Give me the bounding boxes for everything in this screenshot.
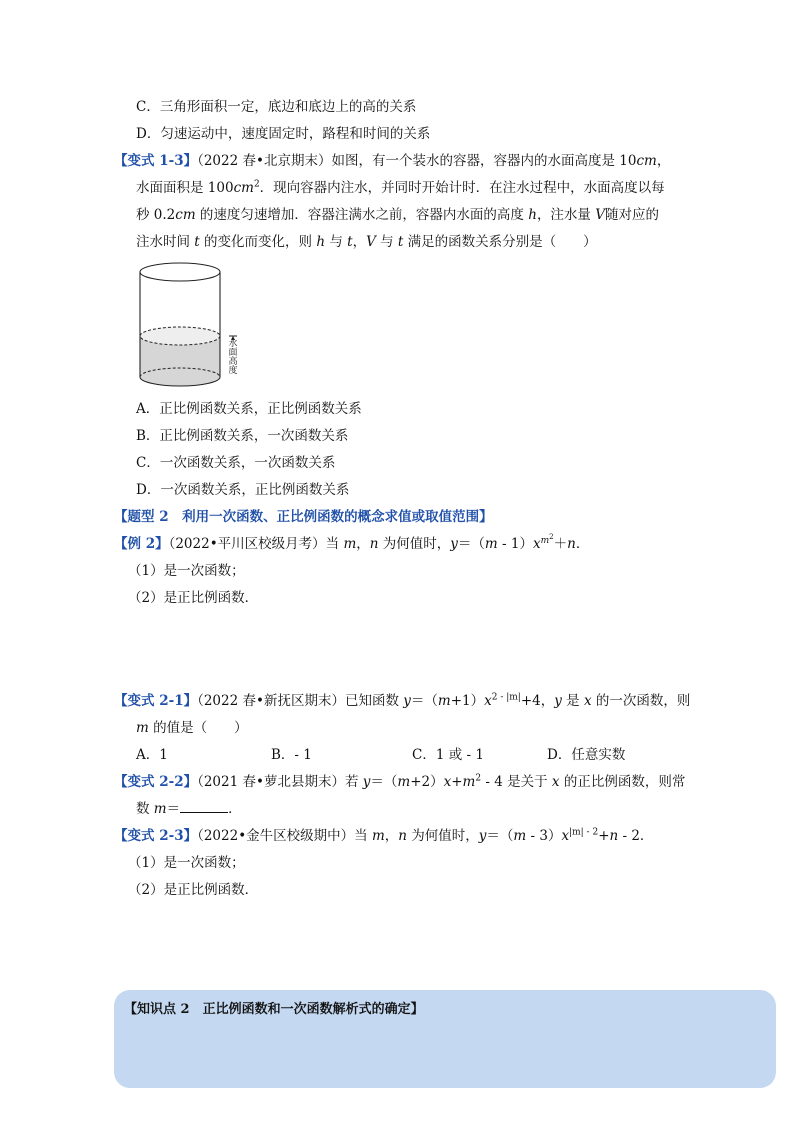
variant-1-3-option-b: B．正比例函数关系，一次函数关系 bbox=[136, 428, 349, 444]
answer-blank[interactable] bbox=[180, 800, 228, 813]
water-height-label: 水面高度 bbox=[226, 340, 240, 376]
variant-1-3-line1: 【变式 1-3】（2022 春•北京期末）如图，有一个装水的容器，容器内的水面高度是 10cm， bbox=[114, 153, 671, 169]
knowledge-point-title: 【知识点 2 正比例函数和一次函数解析式的确定】 bbox=[124, 1002, 424, 1017]
container-top bbox=[140, 263, 220, 281]
variant-1-3-line4: 注水时间 t 的变化而变化，则 h 与 t，V 与 t 满足的函数关系分别是（ ） bbox=[136, 234, 597, 250]
variant-tag: 【变式 2-1】 bbox=[114, 693, 198, 709]
variant-2-1-option-c: C．1 或 - 1 bbox=[412, 747, 484, 763]
variant-1-3-line2: 水面面积是 $100cm^2$．现向容器内注水，并同时开始计时．在注水过程中，水面高度以每 bbox=[136, 179, 665, 196]
example-tag: 【例 2】 bbox=[114, 536, 169, 552]
variant-tag: 【变式 1-3】 bbox=[114, 153, 198, 169]
variant-2-3-question-2: （2）是正比例函数． bbox=[128, 882, 259, 898]
variant-2-1-option-a: A．1 bbox=[136, 747, 168, 763]
variant-1-3-option-c: C．一次函数关系，一次函数关系 bbox=[136, 455, 336, 471]
water-surface bbox=[140, 327, 220, 345]
variant-2-3-question-1: （1）是一次函数； bbox=[128, 855, 245, 871]
knowledge-point-box bbox=[114, 990, 776, 1088]
variant-tag: 【变式 2-2】 bbox=[114, 774, 198, 790]
variant-2-1-option-b: B．- 1 bbox=[271, 747, 312, 763]
option-d: D．匀速运动中，速度固定时，路程和时间的关系 bbox=[136, 126, 431, 142]
example-2-stem: 【例 2】（2022•平川区校级月考）当 m，n 为何值时，$y=(m - 1)x^{m^2}+n$． bbox=[114, 532, 590, 552]
example-2-question-1: （1）是一次函数； bbox=[128, 563, 245, 579]
variant-2-1-line2: m 的值是（ ） bbox=[136, 720, 248, 736]
section-heading-type-2: 【题型 2 利用一次函数、正比例函数的概念求值或取值范围】 bbox=[114, 509, 493, 525]
variant-1-3-line3: 秒 0.2cm 的速度匀速增加．容器注满水之前，容器内水面的高度 h，注水量 V随对应的 bbox=[136, 207, 659, 223]
option-c: C．三角形面积一定，底边和底边上的高的关系 bbox=[136, 99, 417, 115]
variant-tag: 【变式 2-3】 bbox=[114, 828, 198, 844]
variant-2-1-option-d: D．任意实数 bbox=[547, 747, 626, 763]
variant-2-2-line2: 数 m＝ ． bbox=[136, 801, 242, 817]
variant-2-2-line1: 【变式 2-2】（2021 春•萝北县期末）若 $y=(m+2)x+m^2 - 4$ 是关于 x 的正比例函数，则常 bbox=[114, 773, 686, 790]
example-2-question-2: （2）是正比例函数． bbox=[128, 590, 259, 606]
water-container-figure bbox=[130, 258, 260, 392]
variant-2-1-line1: 【变式 2-1】（2022 春•新抚区期末）已知函数 $y=(m+1)x^{2 - |m|}+4$，y 是 x 的一次函数，则 bbox=[114, 692, 691, 709]
variant-1-3-option-a: A．正比例函数关系，正比例函数关系 bbox=[136, 401, 362, 417]
variant-2-3-stem: 【变式 2-3】（2022•金牛区校级期中）当 m，n 为何值时，$y=(m - 3)x^{|m| - 2}+n - 2$． bbox=[114, 827, 654, 844]
variant-1-3-option-d: D．一次函数关系，正比例函数关系 bbox=[136, 482, 350, 498]
